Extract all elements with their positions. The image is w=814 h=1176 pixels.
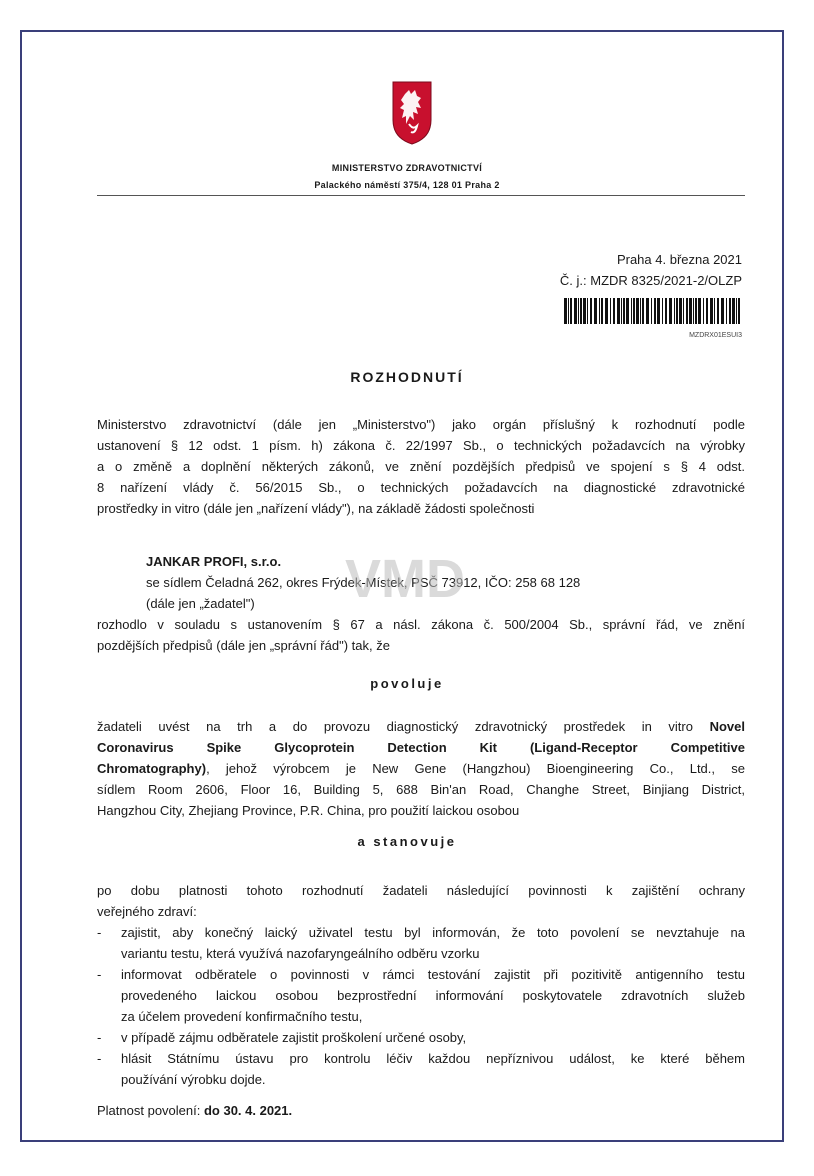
barcode-bar	[570, 298, 572, 324]
czech-coat-of-arms-icon	[391, 80, 433, 146]
barcode-bar	[679, 298, 682, 324]
text-line	[97, 758, 745, 779]
document-title: ROZHODNUTÍ	[350, 369, 464, 385]
barcode-bar	[633, 298, 635, 324]
list-dash: -	[97, 925, 102, 940]
barcode-bar	[613, 298, 615, 324]
barcode-bar	[605, 298, 608, 324]
barcode-bar	[676, 298, 678, 324]
text-line: a o změně a doplnění některých zákonů, ve znění pozdějších předpisů ve spojení s § 4 odst.	[97, 459, 745, 474]
text-line: ustanovení § 12 odst. 1 písm. h) zákona č. 22/1997 Sb., o technických požadavcích na výrobky	[97, 438, 745, 453]
applicant-alias: (dále jen „žadatel")	[146, 596, 255, 611]
barcode-bar	[714, 298, 715, 324]
barcode-bar	[623, 298, 625, 324]
text-line: používání výrobku dojde.	[121, 1072, 266, 1087]
text-line: Ministerstvo zdravotnictví (dále jen „Ministerstvo") jako orgán příslušný k rozhodnutí podle	[97, 417, 745, 432]
barcode-bar	[642, 298, 644, 324]
barcode-bar	[574, 298, 577, 324]
ministry-name: MINISTERSTVO ZDRAVOTNICTVÍ	[331, 163, 483, 173]
barcode-bar	[590, 298, 592, 324]
text-line: v případě zájmu odběratele zajistit proškolení určené osoby,	[121, 1030, 467, 1045]
list-dash: -	[97, 1030, 102, 1045]
heading-allows: povoluje	[370, 676, 444, 691]
barcode-bar	[698, 298, 701, 324]
text-line: variantu testu, která využívá nazofaryngeálního odběru vzorku	[121, 946, 480, 961]
barcode-bar	[689, 298, 692, 324]
applicant-address: se sídlem Čeladná 262, okres Frýdek-Místek, PSČ 73912, IČO: 258 68 128	[146, 575, 581, 590]
obligations-list	[97, 922, 745, 1090]
obligations-intro	[97, 880, 745, 922]
product-name-part: Chromatography)	[97, 761, 207, 776]
barcode-bar	[674, 298, 675, 324]
list-dash: -	[97, 1051, 102, 1066]
text-line: zajistit, aby konečný laický uživatel testu byl informován, že toto povolení se nevztahuje na	[121, 925, 745, 940]
list-item	[97, 964, 745, 1027]
text-line	[97, 737, 745, 758]
product-name-part: Novel	[709, 719, 745, 734]
barcode-bar	[626, 298, 629, 324]
list-item	[97, 1027, 745, 1048]
validity-label: Platnost povolení:	[97, 1103, 204, 1118]
validity-value: do 30. 4. 2021.	[203, 1103, 293, 1118]
barcode-bar	[669, 298, 672, 324]
text-line: informovat odběratele o povinnosti v rámci testování zajistit při pozitivitě antigenního testu	[121, 967, 745, 982]
barcode-bar	[617, 298, 620, 324]
reference-number: Č. j.: MZDR 8325/2021-2/OLZP	[559, 273, 742, 288]
document-date: Praha 4. března 2021	[616, 252, 742, 267]
barcode-bar	[601, 298, 603, 324]
barcode-bar	[703, 298, 704, 324]
text-line: za účelem provedení konfirmačního testu,	[121, 1009, 363, 1024]
barcode-bar	[564, 298, 567, 324]
applicant-name: JANKAR PROFI, s.r.o.	[146, 554, 282, 569]
barcode-bar	[599, 298, 600, 324]
barcode-bar	[654, 298, 656, 324]
watermark	[335, 535, 475, 625]
barcode-bar	[710, 298, 713, 324]
text-line: pozdějších předpisů (dále jen „správní řád") tak, že	[97, 638, 390, 653]
list-dash: -	[97, 967, 102, 982]
barcode-bar	[738, 298, 740, 324]
text-line: provedeného laickou osobou bezprostřední informování poskytovatele zdravotních služeb	[121, 988, 745, 1003]
barcode-bar	[695, 298, 697, 324]
list-item	[97, 1048, 745, 1090]
allow-paragraph	[97, 716, 745, 821]
text-line	[97, 716, 745, 737]
ministry-address: Palackého náměstí 375/4, 128 01 Praha 2	[314, 180, 500, 190]
text-line: sídlem Room 2606, Floor 16, Building 5, 688 Bin'an Road, Changhe Street, Binjiang District,	[97, 782, 745, 797]
text-span: žadateli uvést na trh a do provozu diagnostický zdravotnický prostředek in vitro	[97, 719, 710, 734]
barcode-bar	[646, 298, 649, 324]
barcode-bar	[587, 298, 588, 324]
barcode-bar	[665, 298, 667, 324]
barcode-bar	[580, 298, 582, 324]
barcode-caption: MZDRX01ESUI3	[689, 332, 742, 339]
barcode-bar	[732, 298, 735, 324]
barcode-bar	[568, 298, 569, 324]
text-line: rozhodlo v souladu s ustanovením § 67 a násl. zákona č. 500/2004 Sb., správní řád, ve znění	[97, 617, 745, 632]
barcode-bar	[578, 298, 579, 324]
text-line: veřejného zdraví:	[97, 904, 197, 919]
barcode-bar	[686, 298, 688, 324]
barcode-bar	[621, 298, 622, 324]
text-line: hlásit Státnímu ústavu pro kontrolu léčiv každou nepříznivou událost, ke které během	[121, 1051, 745, 1066]
barcode-bar	[717, 298, 719, 324]
list-item	[97, 922, 745, 964]
text-line: 8 nařízení vlády č. 56/2015 Sb., o technických požadavcích na diagnostické zdravotnické	[97, 480, 745, 495]
barcode	[564, 298, 742, 324]
text-line: po dobu platnosti tohoto rozhodnutí žadateli následující povinnosti k zajištění ochrany	[97, 883, 745, 898]
heading-sets: a stanovuje	[357, 834, 457, 849]
barcode-bar	[631, 298, 632, 324]
barcode-bar	[729, 298, 731, 324]
barcode-bar	[640, 298, 641, 324]
barcode-bar	[721, 298, 724, 324]
text-line: Hangzhou City, Zhejiang Province, P.R. China, pro použití laickou osobou	[97, 803, 520, 818]
product-name-part: Coronavirus Spike Glycoprotein Detection Kit (Ligand-Receptor Competitive	[97, 740, 745, 755]
barcode-bar	[736, 298, 737, 324]
barcode-bar	[583, 298, 586, 324]
barcode-bar	[657, 298, 660, 324]
barcode-bar	[706, 298, 708, 324]
text-span: , jehož výrobcem je New Gene (Hangzhou) Bioengineering Co., Ltd., se	[206, 761, 745, 776]
barcode-bar	[693, 298, 694, 324]
barcode-bar	[594, 298, 597, 324]
text-line: prostředky in vitro (dále jen „nařízení vlády"), na základě žádosti společnosti	[97, 501, 535, 516]
barcode-bar	[651, 298, 652, 324]
header-divider	[97, 195, 745, 196]
svg-text:VMD: VMD	[345, 549, 465, 609]
barcode-bar	[726, 298, 727, 324]
intro-paragraph	[97, 414, 745, 519]
barcode-bar	[662, 298, 663, 324]
barcode-bar	[610, 298, 611, 324]
barcode-bar	[683, 298, 684, 324]
barcode-bar	[636, 298, 639, 324]
validity-line	[97, 1100, 745, 1121]
